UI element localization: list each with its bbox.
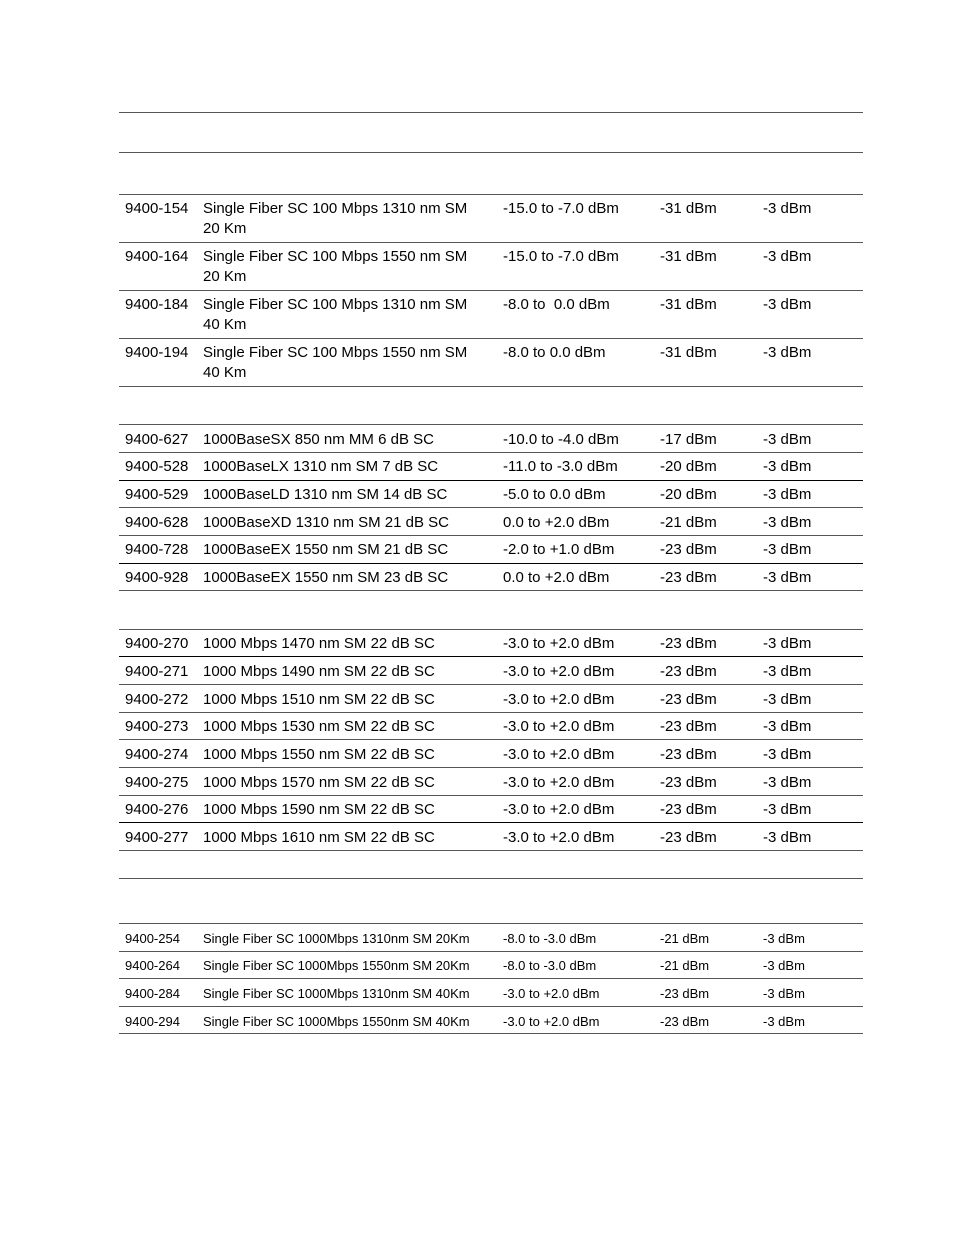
rule xyxy=(119,242,863,243)
rx-overload: -3 dBm xyxy=(763,958,805,973)
rx-sensitivity: -21 dBm xyxy=(660,931,710,946)
description: 1000 Mbps 1510 nm SM 22 dB SC xyxy=(203,691,435,708)
rx-sensitivity: -23 dBm xyxy=(660,1014,710,1029)
rx-sensitivity: -23 dBm xyxy=(660,746,717,763)
rule xyxy=(119,194,863,195)
tx-power: 0.0 to +2.0 dBm xyxy=(503,569,610,586)
rx-sensitivity: -23 dBm xyxy=(660,986,710,1001)
rx-sensitivity: -23 dBm xyxy=(660,801,717,818)
rx-sensitivity: -31 dBm xyxy=(660,344,717,361)
description: Single Fiber SC 1000Mbps 1310nm SM 40Km xyxy=(203,986,470,1001)
rx-sensitivity: -23 dBm xyxy=(660,774,717,791)
rule xyxy=(119,878,863,879)
rx-overload: -3 dBm xyxy=(763,829,812,846)
rx-sensitivity: -21 dBm xyxy=(660,958,710,973)
description: Single Fiber SC 100 Mbps 1310 nm SM xyxy=(203,200,468,217)
tx-power: -3.0 to +2.0 dBm xyxy=(503,746,615,763)
rx-sensitivity: -31 dBm xyxy=(660,296,717,313)
tx-power: -3.0 to +2.0 dBm xyxy=(503,1014,600,1029)
part-number: 9400-928 xyxy=(125,569,189,586)
rx-overload: -3 dBm xyxy=(763,248,812,265)
tx-power: -3.0 to +2.0 dBm xyxy=(503,801,615,818)
description: Single Fiber SC 1000Mbps 1310nm SM 20Km xyxy=(203,931,470,946)
tx-power: -8.0 to 0.0 dBm xyxy=(503,296,610,313)
description: 1000BaseLX 1310 nm SM 7 dB SC xyxy=(203,458,439,475)
part-number: 9400-529 xyxy=(125,486,189,503)
tx-power: -15.0 to -7.0 dBm xyxy=(503,200,619,217)
rule xyxy=(119,1033,863,1034)
description: 1000 Mbps 1550 nm SM 22 dB SC xyxy=(203,746,435,763)
rx-sensitivity: -23 dBm xyxy=(660,663,717,680)
rule xyxy=(119,112,863,113)
description: 1000 Mbps 1570 nm SM 22 dB SC xyxy=(203,774,435,791)
description-continued: 40 Km xyxy=(203,316,247,333)
rule xyxy=(119,480,863,481)
part-number: 9400-271 xyxy=(125,663,189,680)
rx-overload: -3 dBm xyxy=(763,296,812,313)
rule xyxy=(119,563,863,564)
tx-power: -5.0 to 0.0 dBm xyxy=(503,486,606,503)
tx-power: -3.0 to +2.0 dBm xyxy=(503,691,615,708)
tx-power: -10.0 to -4.0 dBm xyxy=(503,431,619,448)
part-number: 9400-154 xyxy=(125,200,189,217)
description: 1000 Mbps 1590 nm SM 22 dB SC xyxy=(203,801,435,818)
rule xyxy=(119,767,863,768)
rx-sensitivity: -31 dBm xyxy=(660,248,717,265)
tx-power: -2.0 to +1.0 dBm xyxy=(503,541,615,558)
rule xyxy=(119,507,863,508)
description: 1000BaseXD 1310 nm SM 21 dB SC xyxy=(203,514,449,531)
rule xyxy=(119,590,863,591)
rx-overload: -3 dBm xyxy=(763,486,812,503)
description: 1000BaseLD 1310 nm SM 14 dB SC xyxy=(203,486,448,503)
description: 1000BaseEX 1550 nm SM 23 dB SC xyxy=(203,569,449,586)
description-continued: 40 Km xyxy=(203,364,247,381)
rx-overload: -3 dBm xyxy=(763,635,812,652)
tx-power: -8.0 to -3.0 dBm xyxy=(503,931,597,946)
rule xyxy=(119,712,863,713)
part-number: 9400-628 xyxy=(125,514,189,531)
part-number: 9400-164 xyxy=(125,248,189,265)
rx-overload: -3 dBm xyxy=(763,200,812,217)
rule xyxy=(119,535,863,536)
rx-sensitivity: -23 dBm xyxy=(660,569,717,586)
tx-power: -3.0 to +2.0 dBm xyxy=(503,986,600,1001)
part-number: 9400-184 xyxy=(125,296,189,313)
part-number: 9400-270 xyxy=(125,635,189,652)
rule xyxy=(119,739,863,740)
tx-power: -3.0 to +2.0 dBm xyxy=(503,663,615,680)
rule xyxy=(119,951,863,952)
part-number: 9400-272 xyxy=(125,691,189,708)
tx-power: 0.0 to +2.0 dBm xyxy=(503,514,610,531)
rx-overload: -3 dBm xyxy=(763,344,812,361)
rx-overload: -3 dBm xyxy=(763,541,812,558)
rx-sensitivity: -17 dBm xyxy=(660,431,717,448)
part-number: 9400-254 xyxy=(125,931,180,946)
part-number: 9400-276 xyxy=(125,801,189,818)
rule xyxy=(119,923,863,924)
rx-overload: -3 dBm xyxy=(763,514,812,531)
rule xyxy=(119,386,863,387)
rx-overload: -3 dBm xyxy=(763,746,812,763)
rule xyxy=(119,338,863,339)
rule xyxy=(119,1006,863,1007)
rule xyxy=(119,152,863,153)
tx-power: -3.0 to +2.0 dBm xyxy=(503,829,615,846)
tx-power: -3.0 to +2.0 dBm xyxy=(503,718,615,735)
rx-overload: -3 dBm xyxy=(763,801,812,818)
description: Single Fiber SC 100 Mbps 1550 nm SM xyxy=(203,248,468,265)
tx-power: -3.0 to +2.0 dBm xyxy=(503,774,615,791)
rx-sensitivity: -23 dBm xyxy=(660,691,717,708)
rule xyxy=(119,978,863,979)
description: Single Fiber SC 100 Mbps 1550 nm SM xyxy=(203,344,468,361)
rx-sensitivity: -23 dBm xyxy=(660,541,717,558)
part-number: 9400-273 xyxy=(125,718,189,735)
rx-overload: -3 dBm xyxy=(763,986,805,1001)
rx-overload: -3 dBm xyxy=(763,931,805,946)
part-number: 9400-274 xyxy=(125,746,189,763)
rule xyxy=(119,290,863,291)
rx-overload: -3 dBm xyxy=(763,458,812,475)
rx-overload: -3 dBm xyxy=(763,718,812,735)
rx-overload: -3 dBm xyxy=(763,569,812,586)
description: 1000BaseSX 850 nm MM 6 dB SC xyxy=(203,431,434,448)
description: Single Fiber SC 1000Mbps 1550nm SM 40Km xyxy=(203,1014,470,1029)
description: 1000 Mbps 1530 nm SM 22 dB SC xyxy=(203,718,435,735)
tx-power: -8.0 to -3.0 dBm xyxy=(503,958,597,973)
rule xyxy=(119,822,863,823)
rule xyxy=(119,629,863,630)
rule xyxy=(119,452,863,453)
tx-power: -11.0 to -3.0 dBm xyxy=(503,458,618,475)
rx-overload: -3 dBm xyxy=(763,1014,805,1029)
description: 1000 Mbps 1470 nm SM 22 dB SC xyxy=(203,635,435,652)
rule xyxy=(119,795,863,796)
rule xyxy=(119,684,863,685)
description: 1000 Mbps 1610 nm SM 22 dB SC xyxy=(203,829,435,846)
rule xyxy=(119,656,863,657)
rx-sensitivity: -20 dBm xyxy=(660,486,717,503)
rx-sensitivity: -31 dBm xyxy=(660,200,717,217)
description: 1000 Mbps 1490 nm SM 22 dB SC xyxy=(203,663,435,680)
part-number: 9400-194 xyxy=(125,344,189,361)
tx-power: -3.0 to +2.0 dBm xyxy=(503,635,615,652)
part-number: 9400-728 xyxy=(125,541,189,558)
rx-sensitivity: -23 dBm xyxy=(660,718,717,735)
rule xyxy=(119,424,863,425)
part-number: 9400-294 xyxy=(125,1014,180,1029)
description: 1000BaseEX 1550 nm SM 21 dB SC xyxy=(203,541,449,558)
rx-overload: -3 dBm xyxy=(763,691,812,708)
rx-sensitivity: -21 dBm xyxy=(660,514,717,531)
description-continued: 20 Km xyxy=(203,268,247,285)
rx-sensitivity: -20 dBm xyxy=(660,458,717,475)
part-number: 9400-277 xyxy=(125,829,189,846)
rx-overload: -3 dBm xyxy=(763,663,812,680)
tx-power: -15.0 to -7.0 dBm xyxy=(503,248,619,265)
rx-sensitivity: -23 dBm xyxy=(660,829,717,846)
part-number: 9400-528 xyxy=(125,458,189,475)
part-number: 9400-275 xyxy=(125,774,189,791)
tx-power: -8.0 to 0.0 dBm xyxy=(503,344,606,361)
description-continued: 20 Km xyxy=(203,220,247,237)
rx-sensitivity: -23 dBm xyxy=(660,635,717,652)
part-number: 9400-264 xyxy=(125,958,180,973)
rule xyxy=(119,850,863,851)
part-number: 9400-284 xyxy=(125,986,180,1001)
description: Single Fiber SC 1000Mbps 1550nm SM 20Km xyxy=(203,958,470,973)
rx-overload: -3 dBm xyxy=(763,774,812,791)
description: Single Fiber SC 100 Mbps 1310 nm SM xyxy=(203,296,468,313)
part-number: 9400-627 xyxy=(125,431,189,448)
rx-overload: -3 dBm xyxy=(763,431,812,448)
